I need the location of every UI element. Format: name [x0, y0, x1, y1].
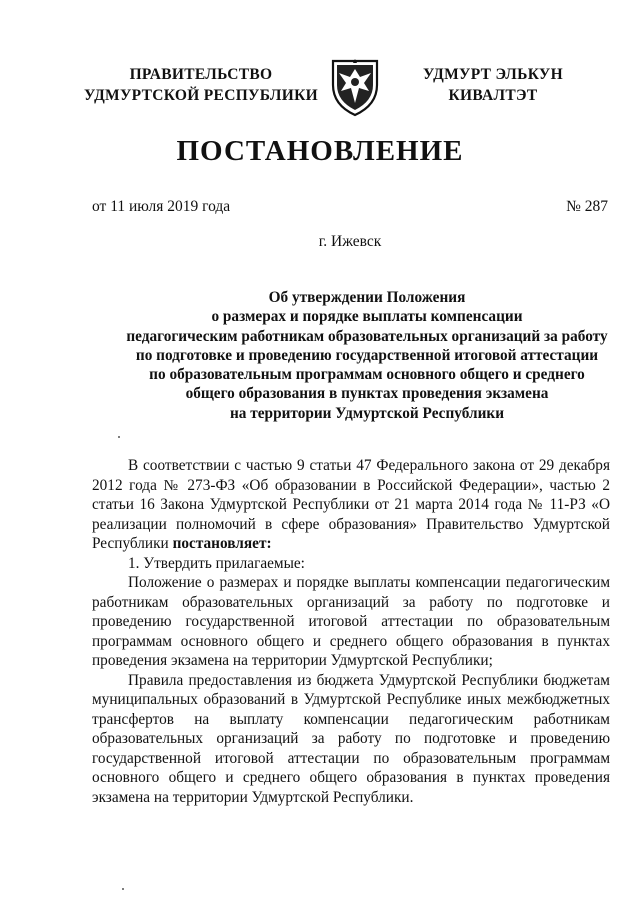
government-name-russian: [82, 64, 320, 106]
preamble-colon: :: [266, 535, 272, 552]
government-name-udmurt: [408, 64, 578, 106]
document-city: г. Ижевск: [318, 233, 382, 250]
rules-paragraph: Правила предоставления из бюджета Удмуртской Республики бюджетам муниципальных образований в Удмуртской Республике иных межбюджетных трансфертов на выплату компенсации педагогическим работникам образовательных организаций за работу по подготовке и проведению государственной итоговой аттестации по образовательным программам основного общего и среднего общего образования в пунктах проведения экзамена на территории Удмуртской Республики.: [92, 671, 610, 806]
document-subject: [82, 288, 640, 423]
subject-line: по образовательным программам основного общего и среднего: [149, 366, 585, 384]
subject-line: Об утверждении Положения: [268, 289, 466, 306]
subject-line: педагогическим работникам образовательных организаций за работу: [126, 327, 608, 345]
document-body: [92, 456, 610, 807]
subject-line: по подготовке и проведению государственной итоговой аттестации: [135, 346, 599, 364]
scan-speck: [122, 888, 124, 890]
coat-of-arms-icon: [327, 55, 383, 117]
subject-line: о размерах и порядке выплаты компенсации: [211, 308, 523, 326]
item-1-paragraph: 1. Утвердить прилагаемые:: [128, 554, 305, 572]
government-name-udmurt-line2: КИВАЛТЭТ: [448, 87, 538, 104]
scan-speck: [118, 436, 120, 438]
document-number: № 287: [566, 198, 608, 215]
preamble-paragraph: [92, 456, 610, 554]
preamble-decision-word: постановляет: [172, 535, 267, 552]
subject-line: на территории Удмуртской Республики: [229, 404, 505, 422]
regulation-paragraph: Положение о размерах и порядке выплаты компенсации педагогическим работникам образовательных организаций за работу по подготовке и проведению государственной итоговой аттестации по образовательным программам основного общего и среднего общего образования в пунктах проведения экзамена на территории Удмуртской Республики;: [92, 574, 610, 669]
document-title: ПОСТАНОВЛЕНИЕ: [176, 135, 464, 167]
government-name-udmurt-line1: УДМУРТ ЭЛЬКУН: [423, 66, 563, 83]
government-name-line1: ПРАВИТЕЛЬСТВО: [129, 66, 273, 83]
government-name-line2: УДМУРТСКОЙ РЕСПУБЛИКИ: [83, 87, 318, 104]
document-date: от 11 июля 2019 года: [92, 198, 231, 215]
subject-line: общего образования в пунктах проведения экзамена: [185, 385, 549, 403]
preamble-text: В соответствии с частью 9 статьи 47 Федерального закона от 29 декабря 2012 года № 273-ФЗ «Об образовании в Российской Федерации», частью 2 статьи 16 Закона Удмуртской Республики от 21 марта 2014 года № 11-РЗ «О реализации полномочий в сфере образования» Правительство Удмуртской Республики: [92, 457, 610, 552]
